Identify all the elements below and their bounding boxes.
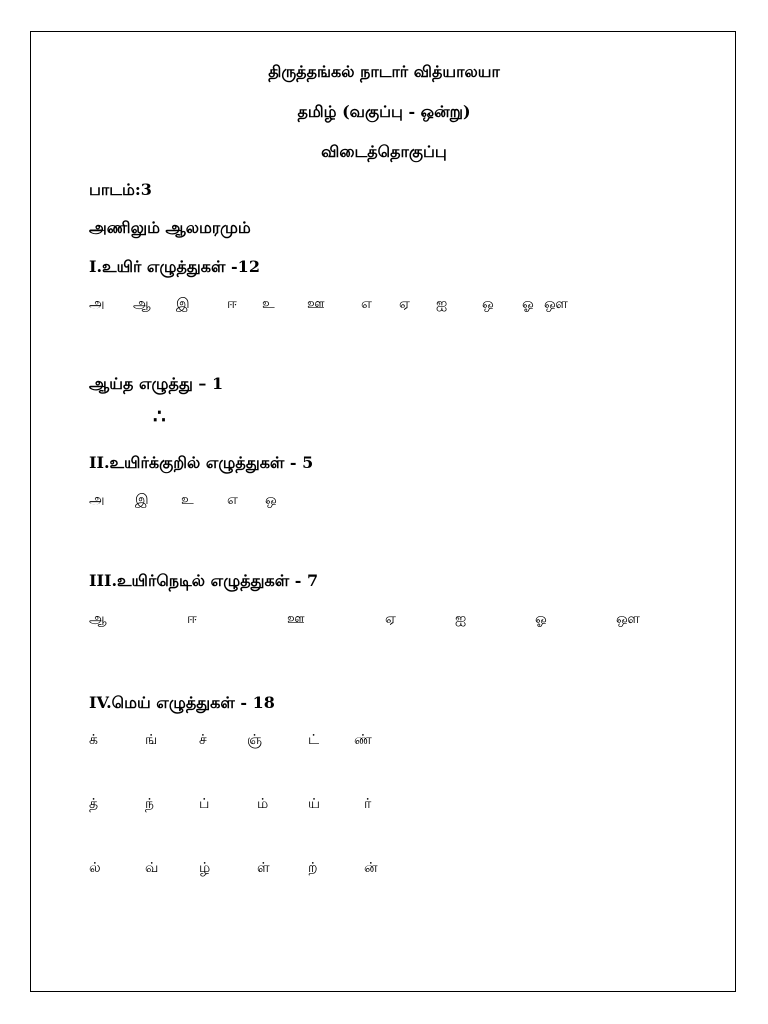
letter: ய்: [308, 796, 321, 812]
letter: ஔ: [616, 611, 640, 627]
letter: அ: [89, 492, 105, 508]
letter: ஊ: [307, 296, 325, 312]
kuril-letters: [31, 492, 737, 516]
lesson-name: அணிலும் ஆலமரமும்: [89, 218, 251, 237]
document-page: [30, 31, 736, 992]
letter: ந்: [145, 796, 154, 812]
mei-heading: IV.மெய் எழுத்துகள் - 18: [89, 693, 275, 712]
letter: எ: [361, 296, 372, 312]
letter: ழ்: [199, 860, 211, 876]
letter: ப்: [199, 796, 210, 812]
letter: ஓ: [535, 611, 547, 627]
letter: க்: [89, 732, 98, 748]
aaytham-heading: ஆய்த எழுத்து – 1: [89, 374, 224, 393]
letter: ஔ: [544, 296, 568, 312]
letter: ஓ: [522, 296, 534, 312]
letter: ல்: [89, 860, 101, 876]
letter: ஆ: [133, 296, 151, 312]
lesson-number: பாடம்:3: [89, 180, 152, 199]
letter: ஐ: [436, 296, 448, 312]
letter: ச்: [199, 732, 207, 748]
letter: ற்: [308, 860, 318, 876]
letter: ஊ: [287, 611, 305, 627]
aaytham-symbol: ∴: [153, 404, 168, 428]
letter: ஈ: [227, 296, 237, 312]
letter: ஒ: [482, 296, 494, 312]
letter: ட்: [308, 732, 320, 748]
subject-title: தமிழ் (வகுப்பு - ஒன்று): [297, 102, 471, 121]
letter: ஈ: [187, 611, 197, 627]
letter: ள்: [257, 860, 270, 876]
mei-row-2: [31, 796, 737, 820]
kuril-heading: II.உயிர்க்குறில் எழுத்துகள் - 5: [89, 453, 314, 472]
letter: எ: [227, 492, 238, 508]
letter: ஆ: [89, 611, 107, 627]
letter: ம்: [257, 796, 269, 812]
letter: ஏ: [385, 611, 396, 627]
letter: இ: [176, 296, 190, 312]
letter: ஞ்: [247, 732, 263, 748]
letter: வ்: [145, 860, 159, 876]
letter: உ: [262, 296, 275, 312]
letter: ர்: [364, 796, 372, 812]
letter: உ: [181, 492, 194, 508]
letter: அ: [89, 296, 105, 312]
letter: ங்: [145, 732, 158, 748]
school-name: திருத்தங்கல் நாடார் வித்யாலயா: [268, 62, 500, 81]
mei-row-3: [31, 860, 737, 884]
document-type: விடைத்தொகுப்பு: [321, 142, 447, 161]
letter: ண்: [354, 732, 372, 748]
nedil-heading: III.உயிர்நெடில் எழுத்துகள் - 7: [89, 571, 319, 590]
letter: ஒ: [265, 492, 277, 508]
letter: த்: [89, 796, 99, 812]
letter: ன்: [364, 860, 378, 876]
uyir-heading: I.உயிர் எழுத்துகள் -12: [89, 257, 260, 276]
uyir-letters: [31, 296, 737, 320]
letter: இ: [135, 492, 149, 508]
letter: ஏ: [399, 296, 410, 312]
letter: ஐ: [455, 611, 467, 627]
nedil-letters: [31, 611, 737, 635]
mei-row-1: [31, 732, 737, 756]
